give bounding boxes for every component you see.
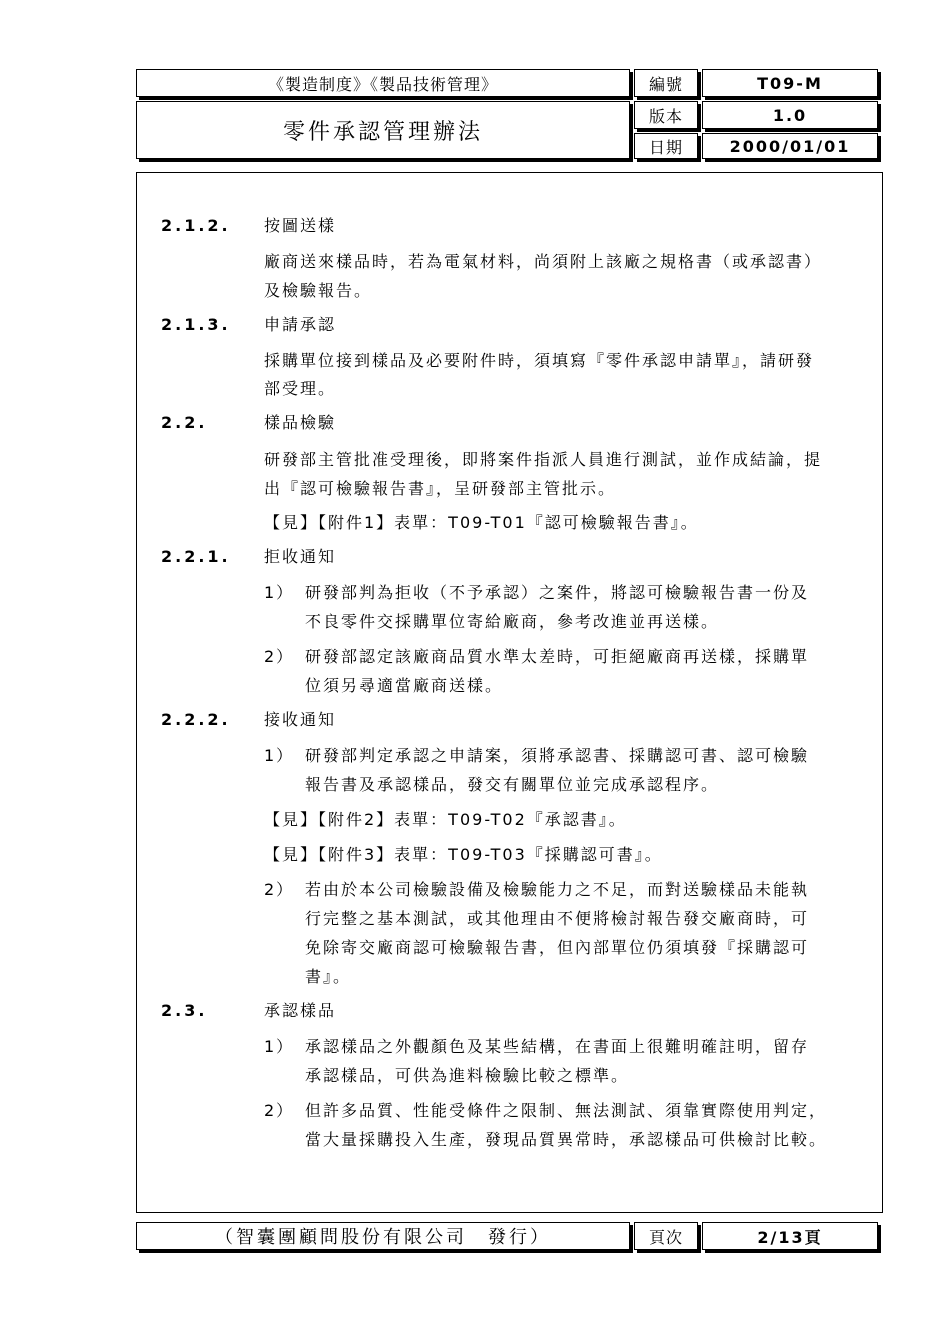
- code-label: 編號: [648, 74, 683, 94]
- list-item-line: 免除寄交廠商認可檢驗報告書，但內部單位仍須填發『採購認可: [305, 938, 810, 957]
- section-number: 2.3.: [161, 1001, 208, 1020]
- list-item-line: 研發部認定該廠商品質水準太差時，可拒絕廠商再送樣，採購單: [305, 647, 810, 666]
- body-line: 出『認可檢驗報告書』，呈研發部主管批示。: [264, 479, 617, 498]
- date-label-cell: [634, 133, 698, 159]
- body-line: 及檢驗報告。: [264, 281, 373, 300]
- page-label-cell: [634, 1222, 698, 1250]
- date-label: 日期: [648, 137, 683, 157]
- list-item-line: 承認樣品之外觀顏色及某些結構，在書面上很難明確註明，留存: [305, 1037, 810, 1056]
- version-label: 版本: [648, 106, 683, 126]
- document-title-cell: [136, 101, 630, 159]
- footer-publisher-cell: [136, 1222, 630, 1250]
- list-marker: 2）: [264, 880, 295, 899]
- reference-line: 【見】【附件2】表單：T09-T02『承認書』。: [264, 810, 627, 829]
- body-line: 研發部主管批准受理後，即將案件指派人員進行測試，並作成結論，提: [264, 450, 823, 469]
- list-marker: 1）: [264, 1037, 295, 1056]
- section-heading: 樣品檢驗: [264, 413, 337, 432]
- list-marker: 2）: [264, 1101, 295, 1120]
- page-number: 2/13頁: [757, 1227, 823, 1247]
- page-value-cell: [702, 1222, 878, 1250]
- publisher: （智囊團顧問股份有限公司 發行）: [215, 1227, 551, 1248]
- section-heading: 按圖送樣: [264, 216, 337, 235]
- list-marker: 1）: [264, 746, 295, 765]
- code-value: T09-M: [757, 73, 823, 93]
- page-label: 頁次: [648, 1227, 683, 1247]
- list-item-line: 研發部判定承認之申請案，須將承認書、採購認可書、認可檢驗: [305, 746, 810, 765]
- body-line: 部受理。: [264, 379, 337, 398]
- section-heading: 拒收通知: [264, 547, 337, 566]
- version-value-cell: [702, 101, 878, 129]
- series-title: 《製造制度》《製品技術管理》: [267, 74, 498, 94]
- section-number: 2.2.: [161, 413, 208, 432]
- reference-line: 【見】【附件3】表單：T09-T03『採購認可書』。: [264, 845, 663, 864]
- date-value-cell: [702, 133, 878, 159]
- list-item-line: 當大量採購投入生產，發現品質異常時，承認樣品可供檢討比較。: [305, 1130, 828, 1149]
- code-label-cell: [634, 69, 698, 97]
- list-item-line: 承認樣品，可供為進料檢驗比較之標準。: [305, 1066, 630, 1085]
- list-item-line: 行完整之基本測試，或其他理由不便將檢討報告發交廠商時，可: [305, 909, 810, 928]
- list-item-line: 但許多品質、性能受條件之限制、無法測試、須靠實際使用判定，: [305, 1101, 828, 1120]
- header-series: [136, 69, 630, 97]
- section-heading: 申請承認: [264, 315, 337, 334]
- section-heading: 承認樣品: [264, 1001, 337, 1020]
- list-item-line: 書』。: [305, 967, 352, 986]
- list-marker: 2）: [264, 647, 295, 666]
- section-number: 2.1.2.: [161, 216, 231, 235]
- date-value: 2000/01/01: [729, 136, 851, 156]
- list-item-line: 報告書及承認樣品，發交有關單位並完成承認程序。: [305, 775, 720, 794]
- section-heading: 接收通知: [264, 710, 337, 729]
- document-title: 零件承認管理辦法: [282, 119, 483, 145]
- section-number: 2.2.1.: [161, 547, 231, 566]
- list-item-line: 位須另尋適當廠商送樣。: [305, 676, 504, 695]
- list-item-line: 若由於本公司檢驗設備及檢驗能力之不足，而對送驗樣品未能執: [305, 880, 810, 899]
- body-line: 採購單位接到樣品及必要附件時，須填寫『零件承認申請單』，請研發: [264, 351, 815, 370]
- version-label-cell: [634, 101, 698, 129]
- body-line: 廠商送來樣品時，若為電氣材料，尚須附上該廠之規格書（或承認書）: [264, 252, 823, 271]
- code-value-cell: [702, 69, 878, 97]
- list-marker: 1）: [264, 583, 295, 602]
- section-number: 2.2.2.: [161, 710, 231, 729]
- list-item-line: 不良零件交採購單位寄給廠商，參考改進並再送樣。: [305, 612, 720, 631]
- reference-line: 【見】【附件1】表單：T09-T01『認可檢驗報告書』。: [264, 513, 699, 532]
- version-value: 1.0: [772, 105, 808, 125]
- section-number: 2.1.3.: [161, 315, 231, 334]
- list-item-line: 研發部判為拒收（不予承認）之案件，將認可檢驗報告書一份及: [305, 583, 810, 602]
